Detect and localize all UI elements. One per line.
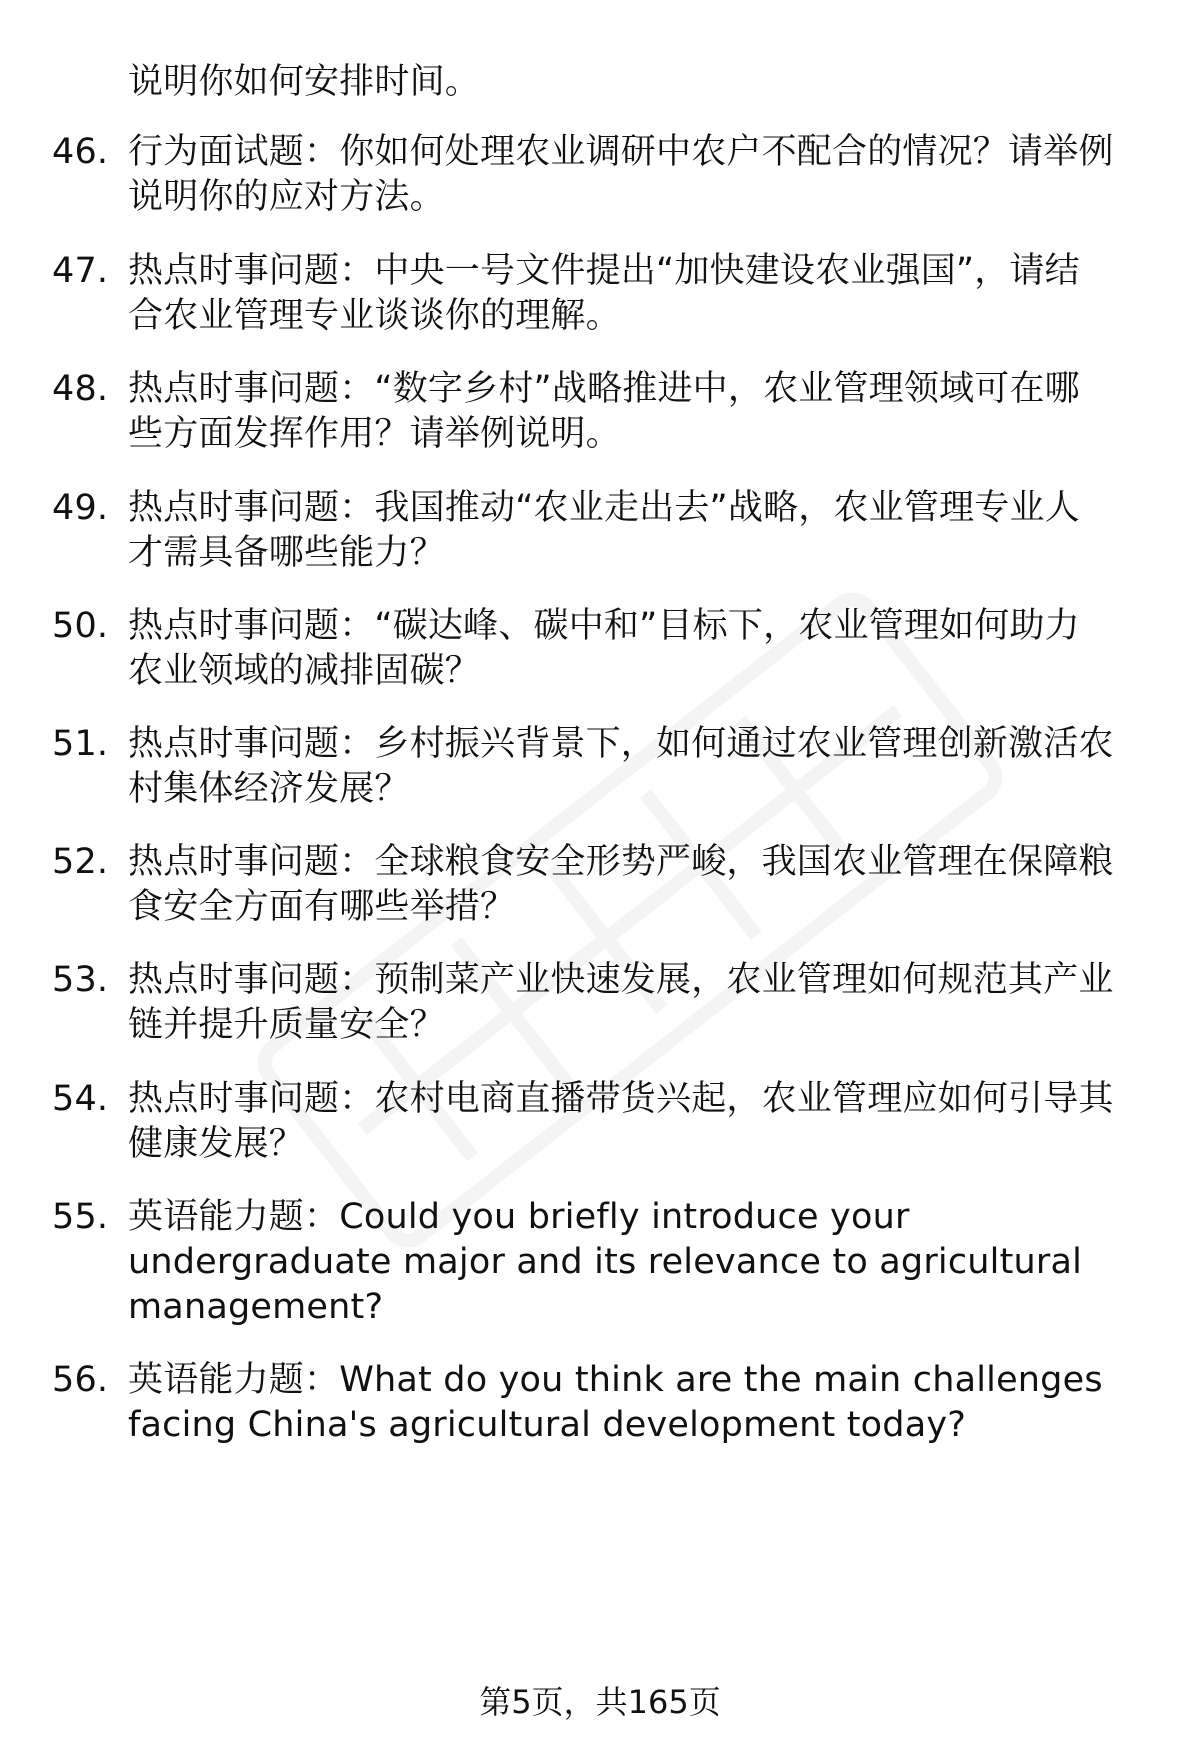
item-text-line: 些方面发挥作用？请举例说明。 (128, 414, 621, 454)
item-number: 47. (52, 251, 109, 291)
continuation-text: 说明你如何安排时间。 (128, 62, 481, 102)
item-text-line: 热点时事问题：预制菜产业快速发展，农业管理如何规范其产业 (128, 960, 1114, 1000)
item-number: 50. (52, 606, 109, 646)
item-text-line: 热点时事问题：乡村振兴背景下，如何通过农业管理创新激活农 (128, 724, 1114, 764)
item-text-line: management? (128, 1287, 384, 1327)
page-footer: 第5页，共165页 (479, 1683, 721, 1721)
item-number: 54. (52, 1079, 109, 1119)
item-text-line: 英语能力题：What do you think are the main challenges (128, 1360, 1103, 1400)
item-text-line: 热点时事问题：农村电商直播带货兴起，农业管理应如何引导其 (128, 1079, 1114, 1119)
item-number: 48. (52, 369, 109, 409)
item-text-line: 合农业管理专业谈谈你的理解。 (128, 296, 621, 336)
item-text-line: 链并提升质量安全？ (128, 1005, 445, 1045)
item-text-line: 热点时事问题：我国推动“农业走出去”战略，农业管理专业人 (128, 488, 1080, 528)
item-number: 55. (52, 1197, 109, 1237)
item-text-line: undergraduate major and its relevance to agricultural (128, 1242, 1083, 1282)
item-number: 56. (52, 1360, 109, 1400)
item-text-line: 热点时事问题：全球粮食安全形势严峻，我国农业管理在保障粮 (128, 842, 1114, 882)
item-text-line: 食安全方面有哪些举措？ (128, 887, 516, 927)
item-text-line: facing China's agricultural development today? (128, 1405, 967, 1445)
item-text-line: 村集体经济发展？ (128, 769, 410, 809)
item-number: 46. (52, 132, 109, 172)
item-text-line: 才需具备哪些能力？ (128, 533, 445, 573)
item-number: 53. (52, 960, 109, 1000)
item-number: 49. (52, 488, 109, 528)
item-text-line: 英语能力题：Could you briefly introduce your (128, 1197, 910, 1237)
item-text-line: 说明你的应对方法。 (128, 177, 445, 217)
item-text-line: 农业领域的减排固碳？ (128, 651, 481, 691)
item-number: 51. (52, 724, 109, 764)
item-text-line: 热点时事问题：中央一号文件提出“加快建设农业强国”，请结 (128, 251, 1080, 291)
item-text-line: 热点时事问题：“数字乡村”战略推进中，农业管理领域可在哪 (128, 369, 1080, 409)
item-text-line: 热点时事问题：“碳达峰、碳中和”目标下，农业管理如何助力 (128, 606, 1080, 646)
item-number: 52. (52, 842, 109, 882)
item-text-line: 健康发展？ (128, 1124, 305, 1164)
item-text-line: 行为面试题：你如何处理农业调研中农户不配合的情况？请举例 (128, 132, 1114, 172)
